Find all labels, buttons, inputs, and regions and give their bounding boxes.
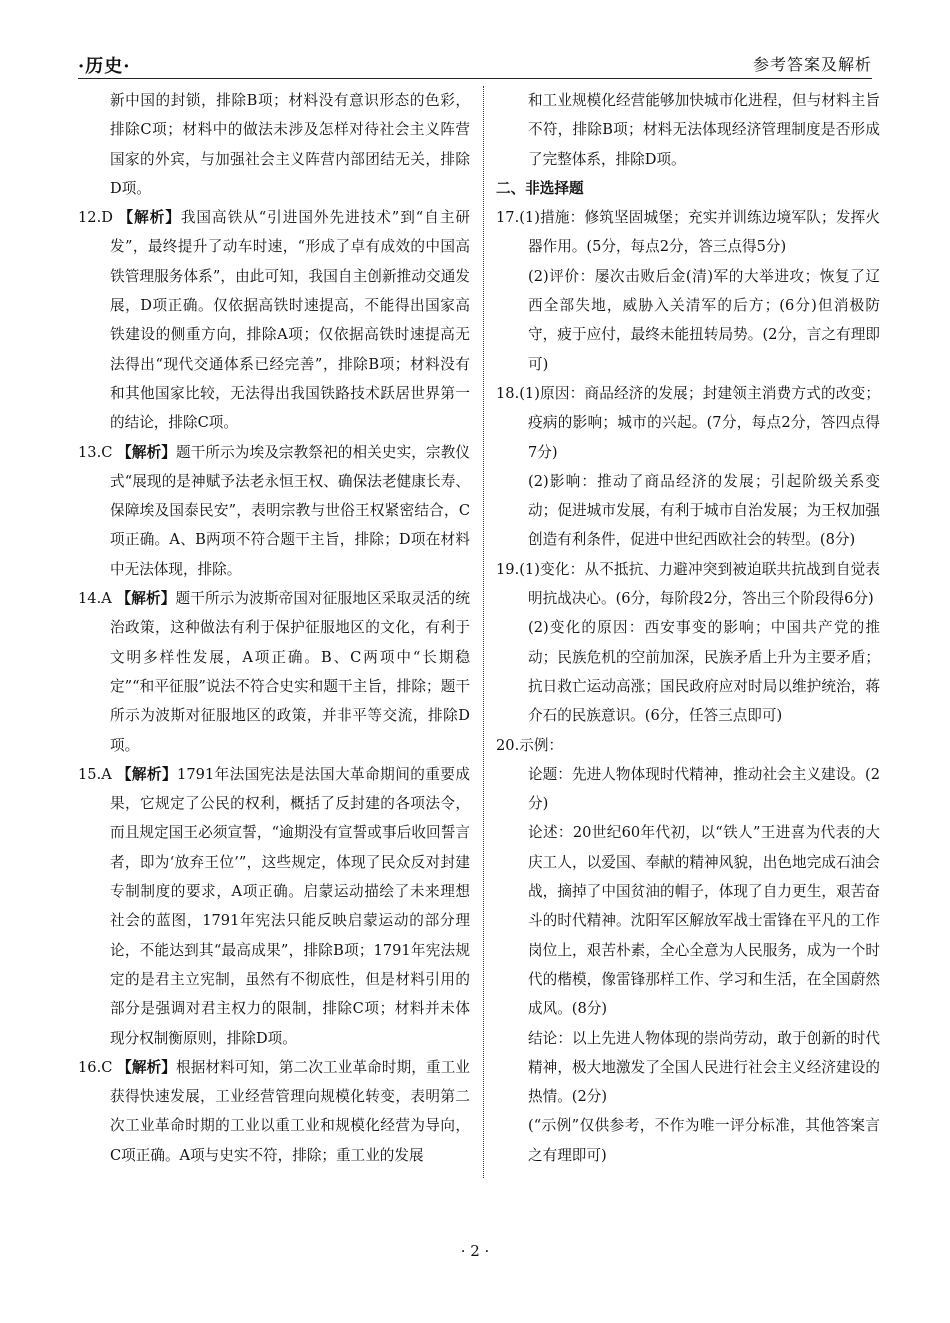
section-title: 二、非选择题 <box>496 179 584 197</box>
note: (“示例”仅供参考，不作为唯一评分标准，其他答案言之有理即可) <box>528 1117 880 1164</box>
question-17: 17.(1)措施：修筑坚固城堡；充实并训练边境军队；发挥火器作用。(5分，每点2分，答三点得5分) (2)评价：屡次击败后金(清)军的大举进攻；恢复了辽西全部失地，威胁入关清军的后方；(6分)但消极防守，疲于应付，最终未能扭转局势。(2分，言之有理即可) <box>496 209 880 373</box>
right-column <box>496 86 880 1170</box>
question-19: 19.(1)变化：从不抵抗、力避冲突到被迫联共抗战到自觉表明抗战决心。(6分，每阶段2分，答出三个阶段得6分) (2)变化的原因：西安事变的影响；中国共产党的推动；民族危机的空前加深，民族矛盾上升为主要矛盾；抗日救亡运动高涨；国民政府应对时局以维护统治，蒋介石的民族意识。(6分，任答三点即可) <box>496 560 880 725</box>
conclusion: 结论：以上先进人物体现的崇尚劳动，敢于创新的时代精神，极大地激发了全国人民进行社会主义经济建设的热情。(2分) <box>528 1029 880 1106</box>
analysis-tag: 【解析】 <box>117 1058 176 1076</box>
analysis-text: 题干所示为埃及宗教祭祀的相关史实，宗教仪式“展现的是神赋予法老永恒王权、确保法老健康长寿、保障埃及国泰民安”，表明宗教与世俗王权紧密结合，C项正确。A、B两项不符合题干主旨，排除；D项在材料中无法体现，排除。 <box>110 443 470 578</box>
question-18: 18.(1)原因：商品经济的发展；封建领主消费方式的改变；疫病的影响；城市的兴起。(7分，每点2分，答四点得7分) (2)影响：推动了商品经济的发展；引起阶级关系变动；促进城市发展，有利于城市自治发展；为王权加强创造有利条件，促进中世纪西欧社会的转型。(8分) <box>496 384 880 549</box>
thesis: 论题：先进人物体现时代精神，推动社会主义建设。(2分) <box>528 765 880 813</box>
answer-choice: A <box>101 765 112 783</box>
answer-choice: C <box>101 1058 113 1076</box>
page-header <box>78 52 872 79</box>
document-title: 参考答案及解析 <box>752 55 872 74</box>
answer-choice: D <box>101 209 113 227</box>
page-number: · 2 · <box>460 1242 490 1260</box>
analysis-text: 我国高铁从“引进国外先进技术”到“自主研发”，最终提升了动车时速，“形成了卓有成效的中国高铁管理服务体系”，由此可知，我国自主创新推动交通发展，D项正确。仅依据高铁时速提高，不能得出国家高铁建设的侧重方向，排除A项；仅依据高铁时速提高无法得出“现代交通体系已经完善”，排除B项；材料没有和其他国家比较，无法得出我国铁路技术跃居世界第一的结论，排除C项。 <box>110 209 470 432</box>
argument: 论述：20世纪60年代初，以“铁人”王进喜为代表的大庆工人，以爱国、奉献的精神风貌，出色地完成石油会战，摘掉了中国贫油的帽子，体现了自力更生，艰苦奋斗的时代精神。沈阳军区解放军战士雷锋在平凡的工作岗位上，艰苦朴素，全心全意为人民服务，成为一个时代的楷模，像雷锋那样工作、学习和生活，在全国蔚然成风。(8分) <box>528 824 880 1018</box>
continued-text: 新中国的封锁，排除B项；材料没有意识形态的色彩，排除C项；材料中的做法未涉及怎样对待社会主义阵营国家的外宾，与加强社会主义阵营内部团结无关，排除D项。 <box>110 92 470 197</box>
question-16: 16.C 【解析】根据材料可知，第二次工业革命时期，重工业获得快速发展，工业经营管理向规模化转变，表明第二次工业革命时期的工业以重工业和规模化经营为导向，C项正确。A项与史实不符，排除；重工业的发展 <box>78 1058 470 1164</box>
analysis-text: 1791年法国宪法是法国大革命期间的重要成果，它规定了公民的权利，概括了反封建的各项法令，而且规定国王必须宣誓，“逾期没有宣誓或事后收回誓言者，即为‘放弃王位’”，这些规定，体现了民众反对封建专制制度的要求，A项正确。启蒙运动描绘了未来理想社会的蓝图，1791年宪法只能反映启蒙运动的部分理论，不能达到其“最高成果”，排除B项；1791年宪法规定的是君主立宪制，虽然有不彻底性，但是材料引用的部分是强调对君主权力的限制，排除C项；材料并未体现分权制衡原则，排除D项。 <box>110 765 470 1047</box>
question-13: 13.C 【解析】题干所示为埃及宗教祭祀的相关史实，宗教仪式“展现的是神赋予法老永恒王权、确保法老健康长寿、保障埃及国泰民安”，表明宗教与世俗王权紧密结合，C项正确。A、B两项不符合题干主旨，排除；D项在材料中无法体现，排除。 <box>78 443 470 578</box>
answer-choice: A <box>101 590 112 608</box>
column-divider <box>483 86 484 1178</box>
left-column <box>78 86 470 1170</box>
question-14: 14.A 【解析】题干所示为波斯帝国对征服地区采取灵活的统治政策，这种做法有利于保护征服地区的文化，有利于文明多样性发展，A项正确。B、C两项中“长期稳定”“和平征服”说法不符合史实和题干主旨，排除；题干所示为波斯对征服地区的政策，并非平等交流，排除D项。 <box>78 590 470 754</box>
analysis-tag: 【解析】 <box>117 443 176 461</box>
answer-choice: C <box>101 443 113 461</box>
continued-text: 和工业规模化经营能够加快城市化进程，但与材料主旨不符，排除B项；材料无法体现经济管理制度是否形成了完整体系，排除D项。 <box>528 92 880 168</box>
analysis-tag: 【解析】 <box>118 209 181 227</box>
analysis-tag: 【解析】 <box>116 765 178 783</box>
question-12: 12.D 【解析】我国高铁从“引进国外先进技术”到“自主研发”，最终提升了动车时速，“形成了卓有成效的中国高铁管理服务体系”，由此可知，我国自主创新推动交通发展，D项正确。仅依据高铁时速提高，不能得出国家高铁建设的侧重方向，排除A项；仅依据高铁时速提高无法得出“现代交通体系已经完善”，排除B项；材料没有和其他国家比较，无法得出我国铁路技术跃居世界第一的结论，排除C项。 <box>78 209 470 432</box>
question-20: 20.示例： 论题：先进人物体现时代精神，推动社会主义建设。(2分) 论述：20世纪60年代初，以“铁人”王进喜为代表的大庆工人，以爱国、奉献的精神风貌，出色地完成石油会战，摘掉了中国贫油的帽子，体现了自力更生，艰苦奋斗的时代精神。沈阳军区解放军战士雷锋在平凡的工作岗位上，艰苦朴素，全心全意为人民服务，成为一个时代的楷模，像雷锋那样工作、学习和生活，在全国蔚然成风。(8分) 结论：以上先进人物体现的崇尚劳动，敢于创新的时代精神，极大地激发了全国人民进行社会主义经济建设的热情。(2分) (“示例”仅供参考，不作为唯一评分标准，其他答案言之有理即可) <box>496 731 880 1170</box>
subject-label: ·历史· <box>78 56 131 77</box>
analysis-tag: 【解析】 <box>116 590 176 608</box>
analysis-text: 根据材料可知，第二次工业革命时期，重工业获得快速发展，工业经营管理向规模化转变，表明第二次工业革命时期的工业以重工业和规模化经营为导向，C项正确。A项与史实不符，排除；重工业的发展 <box>110 1058 470 1164</box>
analysis-text: 题干所示为波斯帝国对征服地区采取灵活的统治政策，这种做法有利于保护征服地区的文化，有利于文明多样性发展，A项正确。B、C两项中“长期稳定”“和平征服”说法不符合史实和题干主旨，排除；题干所示为波斯对征服地区的政策，并非平等交流，排除D项。 <box>110 590 470 754</box>
question-15: 15.A 【解析】1791年法国宪法是法国大革命期间的重要成果，它规定了公民的权利，概括了反封建的各项法令，而且规定国王必须宣誓，“逾期没有宣誓或事后收回誓言者，即为‘放弃王位’”，这些规定，体现了民众反对封建专制制度的要求，A项正确。启蒙运动描绘了未来理想社会的蓝图，1791年宪法只能反映启蒙运动的部分理论，不能达到其“最高成果”，排除B项；1791年宪法规定的是君主立宪制，虽然有不彻底性，但是材料引用的部分是强调对君主权力的限制，排除C项；材料并未体现分权制衡原则，排除D项。 <box>78 765 470 1047</box>
